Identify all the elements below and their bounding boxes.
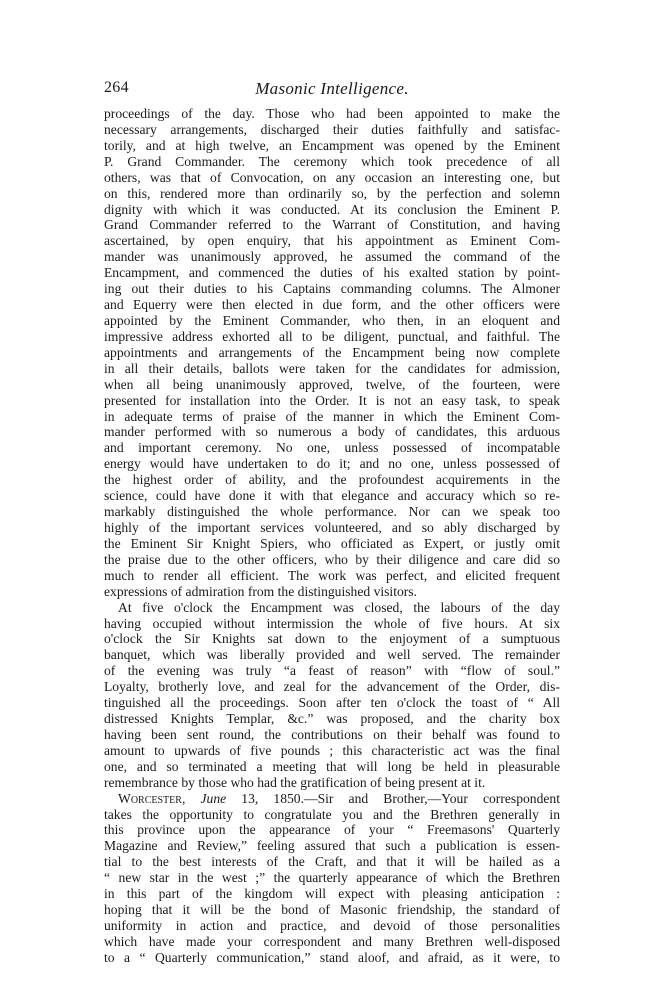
text-line: Loyalty, brotherly love, and zeal for the advancement of the Order, dis-: [104, 679, 560, 695]
text-line: ascertained, by open enquiry, that his appointment as Eminent Com-: [104, 233, 560, 249]
text-line: expressions of admiration from the distinguished visitors.: [104, 583, 417, 599]
text-line: amount to upwards of five pounds ; this characteristic act was the final: [104, 742, 560, 758]
text-line: torily, and at high twelve, an Encampment was opened by the Eminent: [104, 137, 560, 153]
text-line: tinguished all the proceedings. Soon after ten o'clock the toast of “ All: [104, 695, 560, 711]
text-line: of the evening was truly “a feast of reason” with “flow of soul.”: [104, 663, 560, 679]
text-line: At five o'clock the Encampment was closed, the labours of the day: [118, 599, 560, 615]
running-title: Masonic Intelligence.: [255, 79, 409, 98]
text-line: to a “ Quarterly communication,” stand aloof, and afraid, as it were, to: [104, 949, 560, 965]
text-line: P. Grand Commander. The ceremony which took precedence of all: [104, 153, 560, 169]
text-line: Grand Commander referred to the Warrant of Constitution, and having: [104, 217, 560, 233]
page-number: 264: [104, 79, 129, 96]
text-line: banquet, which was liberally provided and well served. The remainder: [104, 647, 560, 663]
dated-letter-line: [104, 791, 560, 807]
text-line: o'clock the Sir Knights sat down to the enjoyment of a sumptuous: [104, 631, 560, 647]
text-line: this province upon the appearance of your “ Freemasons' Quarterly: [104, 822, 560, 838]
text-line: having been sent round, the contributions on their behalf was found to: [104, 726, 560, 742]
body-text: [104, 106, 560, 966]
text-line: in all their details, ballots were taken for the candidates for admission,: [104, 360, 560, 376]
text-line: takes the opportunity to congratulate you and the Brethren generally in: [104, 806, 560, 822]
letter-place: Worcester,: [118, 790, 186, 806]
text-line: tial to the best interests of the Craft, and that it will be hailed as a: [104, 854, 560, 870]
text-line: the Eminent Sir Knight Spiers, who officiated as Expert, or justly omit: [104, 535, 560, 551]
text-line: others, was that of Convocation, on any occasion an interesting one, but: [104, 169, 560, 185]
text-line: Magazine and Review,” feeling assured that such a publication is essen-: [104, 838, 560, 854]
text-line: highly of the important services volunteered, and so ably discharged by: [104, 519, 560, 535]
text-line: in adequate terms of praise of the manner in which the Eminent Com-: [104, 408, 560, 424]
text-line: uniformity in action and practice, and devoid of those personalities: [104, 918, 560, 934]
text-line: appointed by the Eminent Commander, who then, in an eloquent and: [104, 312, 560, 328]
letter-opening: 13, 1850.—Sir and Brother,—Your correspondent: [226, 790, 560, 806]
text-line: remembrance by those who had the gratification of being present at it.: [104, 774, 486, 790]
text-line: dignity with which it was conducted. At its conclusion the Eminent P.: [104, 201, 560, 217]
text-line: markably distinguished the whole performance. Nor can we speak too: [104, 504, 560, 520]
text-line: hoping that it will be the bond of Masonic friendship, the standard of: [104, 902, 560, 918]
text-line: one, and so terminated a meeting that will long be held in pleasurable: [104, 758, 560, 774]
text-line: on this, rendered more than ordinarily so, by the perfection and solemn: [104, 185, 560, 201]
text-line: and important ceremony. No one, unless possessed of incompatable: [104, 440, 560, 456]
text-line: mander was unanimously approved, he assumed the command of the: [104, 249, 560, 265]
text-line: when all being unanimously approved, twelve, of the fourteen, were: [104, 376, 560, 392]
text-line: in this part of the kingdom will expect with pleasing anticipation :: [104, 886, 560, 902]
text-line: and Equerry were then elected in due form, and the other officers were: [104, 297, 560, 313]
text-line: ing out their duties to his Captains commanding columns. The Almoner: [104, 281, 560, 297]
running-head: [104, 79, 560, 99]
text-line: distressed Knights Templar, &c.” was proposed, and the charity box: [104, 711, 560, 727]
letter-date-month: June: [200, 790, 227, 806]
text-line: the highest order of ability, and the profoundest acquirements in the: [104, 472, 560, 488]
text-line: presented for installation into the Order. It is not an easy task, to speak: [104, 392, 560, 408]
text-line: much to render all efficient. The work was perfect, and elicited frequent: [104, 567, 560, 583]
text-line: proceedings of the day. Those who had been appointed to make the: [104, 106, 560, 121]
text-line: Encampment, and commenced the duties of his exalted station by point-: [104, 265, 560, 281]
text-line: the praise due to the other officers, who by their diligence and care did so: [104, 551, 560, 567]
text-line: mander performed with so numerous a body of candidates, this arduous: [104, 424, 560, 440]
text-line: impressive address exhorted all to be diligent, punctual, and faithful. The: [104, 328, 560, 344]
text-line: appointments and arrangements of the Encampment being now complete: [104, 344, 560, 360]
text-line: “ new star in the west ;” the quarterly appearance of which the Brethren: [104, 870, 560, 886]
text-line: having occupied without intermission the whole of five hours. At six: [104, 615, 560, 631]
text-line: energy would have undertaken to do it; and no one, unless possessed of: [104, 456, 560, 472]
text-line: necessary arrangements, discharged their duties faithfully and satisfac-: [104, 121, 560, 137]
text-line: science, could have done it with that elegance and accuracy which so re-: [104, 488, 560, 504]
text-line: which have made your correspondent and many Brethren well-disposed: [104, 933, 560, 949]
